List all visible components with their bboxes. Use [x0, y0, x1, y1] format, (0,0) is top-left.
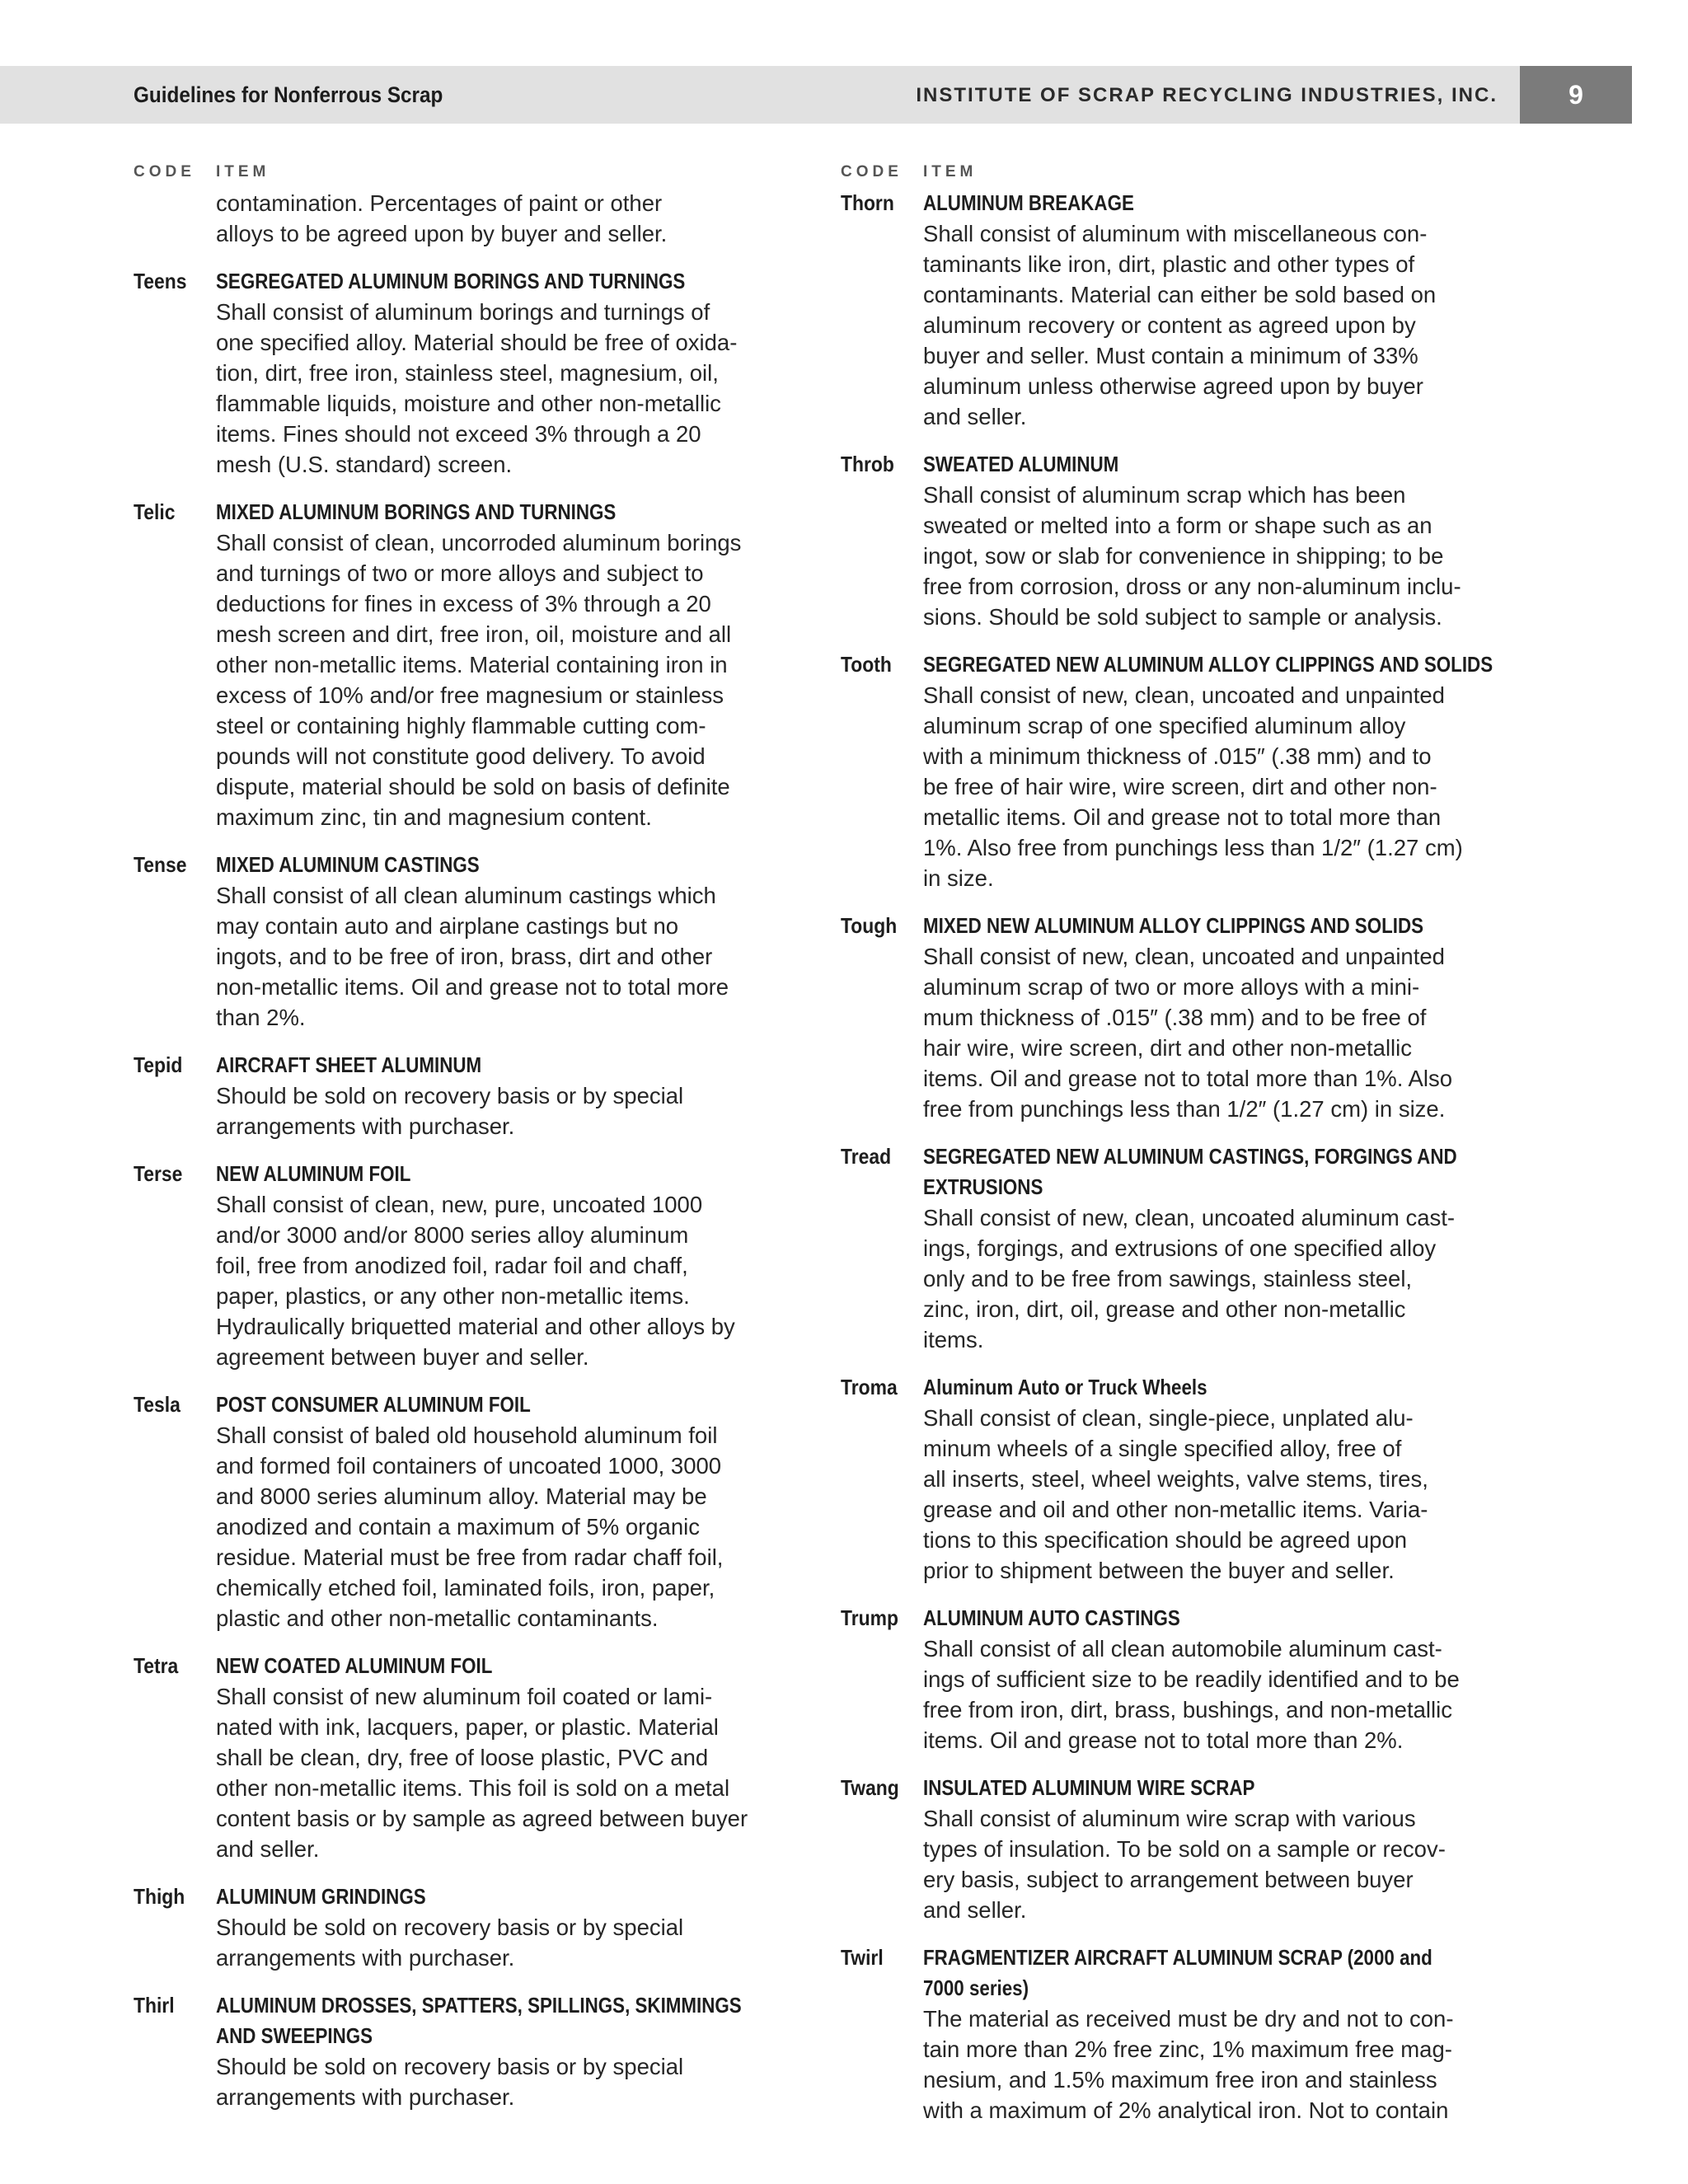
description-line: mesh (U.S. standard) screen. [216, 452, 513, 477]
item-description [923, 218, 1500, 432]
entry-body [216, 1050, 793, 1141]
code-word: Trump [841, 1605, 898, 1630]
entry-body [923, 188, 1500, 432]
description-line: in size. [923, 865, 994, 891]
description-line: anodized and contain a maximum of 5% organic [216, 1514, 701, 1540]
code-word: Tetra [134, 1653, 179, 1678]
entry-body [216, 266, 793, 480]
code-word: Twirl [841, 1945, 884, 1970]
description-line: with a minimum thickness of .015″ (.38 mm) and to [923, 743, 1432, 769]
description-line: ingot, sow or slab for convenience in shipping; to be [923, 543, 1444, 569]
description-line: ings of sufficient size to be readily identified and to be [923, 1666, 1460, 1692]
item-title-line: EXTRUSIONS [923, 1174, 1043, 1199]
item-title: POST CONSUMER ALUMINUM FOIL [216, 1392, 531, 1417]
description-line: and formed foil containers of uncoated 1000, 3000 [216, 1453, 722, 1479]
item-title-line: SEGREGATED NEW ALUMINUM CASTINGS, FORGINGS AND [923, 1144, 1457, 1169]
description-line: aluminum recovery or content as agreed upon by [923, 312, 1416, 338]
item-title: AIRCRAFT SHEET ALUMINUM [216, 1052, 482, 1077]
description-line: Shall consist of clean, single-piece, unplated alu- [923, 1405, 1414, 1431]
code-word: Thigh [134, 1884, 185, 1909]
item-description [923, 480, 1500, 632]
description-line: plastic and other non-metallic contaminants. [216, 1605, 659, 1631]
item-description [923, 941, 1500, 1124]
description-line: Shall consist of new, clean, uncoated and unpainted [923, 682, 1445, 708]
description-line: Shall consist of all clean aluminum castings which [216, 883, 716, 908]
scrap-entry [841, 1603, 1500, 1755]
description-line: free from iron, dirt, brass, bushings, and non-metallic [923, 1697, 1452, 1722]
description-line: paper, plastics, or any other non-metallic items. [216, 1283, 690, 1309]
item-title: MIXED ALUMINUM CASTINGS [216, 852, 480, 877]
description-line: prior to shipment between the buyer and seller. [923, 1558, 1395, 1583]
description-line: flammable liquids, moisture and other non-metallic [216, 391, 721, 416]
description-line: ings, forgings, and extrusions of one specified alloy [923, 1235, 1437, 1261]
description-line: Shall consist of aluminum borings and turnings of [216, 299, 710, 325]
description-line: one specified alloy. Material should be free of oxida- [216, 330, 738, 355]
code-word: Thorn [841, 190, 894, 215]
code-header: CODE [841, 163, 903, 180]
description-line: hair wire, wire screen, dirt and other non-metallic [923, 1035, 1413, 1061]
description-line: taminants like iron, dirt, plastic and other types of [923, 251, 1415, 277]
description-line: other non-metallic items. This foil is sold on a metal [216, 1775, 730, 1801]
item-title-line: AND SWEEPINGS [216, 2023, 373, 2048]
item-title: NEW ALUMINUM FOIL [216, 1161, 411, 1186]
description-line: maximum zinc, tin and magnesium content. [216, 804, 652, 830]
description-line: tain more than 2% free zinc, 1% maximum free mag- [923, 2036, 1452, 2062]
code-word: Twang [841, 1775, 899, 1800]
code-word: Tough [841, 913, 898, 938]
item-description [216, 297, 793, 480]
item-title: SEGREGATED NEW ALUMINUM ALLOY CLIPPINGS AND SOLIDS [923, 652, 1493, 677]
scrap-entry [134, 1159, 793, 1372]
item-description [216, 880, 793, 1033]
item-title: Aluminum Auto or Truck Wheels [923, 1375, 1207, 1399]
description-line: Shall consist of new, clean, uncoated and unpainted [923, 944, 1445, 969]
description-line: minum wheels of a single specified alloy, free of [923, 1436, 1402, 1461]
entry-body [923, 1943, 1500, 2125]
entry-body [923, 911, 1500, 1124]
description-line: aluminum scrap of two or more alloys with a mini- [923, 974, 1420, 1000]
description-line: aluminum unless otherwise agreed upon by buyer [923, 373, 1423, 399]
scrap-entry [134, 1990, 793, 2112]
description-line: mesh screen and dirt, free iron, oil, moisture and all [216, 621, 732, 647]
description-line: Shall consist of new, clean, uncoated aluminum cast- [923, 1205, 1456, 1230]
entry-body [923, 1603, 1500, 1755]
code-word: Tooth [841, 652, 892, 677]
item-description [923, 2004, 1500, 2125]
continued-description [216, 188, 793, 249]
description-line: ingots, and to be free of iron, brass, dirt and other [216, 944, 713, 969]
item-title [923, 1141, 1498, 1202]
left-entries [134, 266, 793, 2112]
description-line: Should be sold on recovery basis or by special [216, 1083, 684, 1108]
code-word: Tesla [134, 1392, 181, 1417]
description-line: and seller. [923, 1897, 1027, 1923]
item-title [216, 1990, 791, 2051]
scrap-entry [134, 1882, 793, 1973]
item-description [216, 1681, 793, 1864]
description-line: Shall consist of all clean automobile aluminum cast- [923, 1636, 1442, 1661]
description-line: nated with ink, lacquers, paper, or plastic. Material [216, 1714, 719, 1740]
item-description [216, 2051, 793, 2112]
scrap-entry [134, 850, 793, 1033]
item-title: INSULATED ALUMINUM WIRE SCRAP [923, 1775, 1255, 1800]
description-line: tions to this specification should be agreed upon [923, 1527, 1408, 1553]
description-line: grease and oil and other non-metallic items. Varia- [923, 1497, 1428, 1522]
entry-body [216, 1651, 793, 1864]
item-title-line: ALUMINUM DROSSES, SPATTERS, SPILLINGS, SKIMMINGS [216, 1993, 742, 2018]
scrap-entry [841, 188, 1500, 432]
code-word: Terse [134, 1161, 183, 1186]
description-line: may contain auto and airplane castings but no [216, 913, 679, 939]
item-description [923, 1202, 1500, 1355]
entry-body [216, 1990, 793, 2112]
description-line: contamination. Percentages of paint or other [216, 190, 663, 216]
entry-body [923, 1141, 1500, 1355]
item-header: ITEM [216, 163, 270, 180]
scrap-entry [841, 1773, 1500, 1925]
description-line: chemically etched foil, laminated foils, iron, paper, [216, 1575, 715, 1601]
description-line: content basis or by sample as agreed between buyer [216, 1806, 748, 1831]
scrap-entry [134, 1390, 793, 1633]
item-title: ALUMINUM AUTO CASTINGS [923, 1605, 1180, 1630]
description-line: arrangements with purchaser. [216, 1945, 515, 1971]
code-word: Telic [134, 499, 176, 524]
description-line: types of insulation. To be sold on a sample or recov- [923, 1836, 1446, 1862]
code-word: Tread [841, 1144, 892, 1169]
entry-body [216, 1159, 793, 1372]
description-line: with a maximum of 2% analytical iron. Not to contain [923, 2097, 1449, 2123]
right-entries [841, 188, 1500, 2125]
scrap-entry [841, 1141, 1500, 1355]
item-title: MIXED ALUMINUM BORINGS AND TURNINGS [216, 499, 617, 524]
scrap-entry [134, 497, 793, 832]
description-line: free from corrosion, dross or any non-aluminum inclu- [923, 574, 1461, 599]
scrap-entry [841, 449, 1500, 632]
entry-body [923, 649, 1500, 893]
description-line: dispute, material should be sold on basis of definite [216, 774, 730, 799]
description-line: than 2%. [216, 1005, 306, 1030]
scrap-entry [134, 266, 793, 480]
description-line: and seller. [923, 404, 1027, 429]
description-line: arrangements with purchaser. [216, 2084, 515, 2110]
item-description [923, 1633, 1500, 1755]
entry-body [923, 1372, 1500, 1586]
code-word: Teens [134, 269, 187, 293]
item-description [216, 1912, 793, 1973]
description-line: deductions for fines in excess of 3% through a 20 [216, 591, 711, 616]
description-line: Shall consist of aluminum scrap which has been [923, 482, 1406, 508]
description-line: The material as received must be dry and not to con- [923, 2006, 1454, 2032]
description-line: 1%. Also free from punchings less than 1/2″ (1.27 cm) [923, 835, 1463, 860]
description-line: sions. Should be sold subject to sample or analysis. [923, 604, 1442, 630]
code-word: Tense [134, 852, 187, 877]
description-line: Should be sold on recovery basis or by special [216, 2054, 684, 2079]
description-line: items. [923, 1327, 984, 1352]
description-line: aluminum scrap of one specified aluminum alloy [923, 713, 1406, 738]
description-line: nesium, and 1.5% maximum free iron and stainless [923, 2067, 1437, 2093]
column-header [841, 163, 1500, 188]
scrap-entry [841, 911, 1500, 1124]
description-line: items. Oil and grease not to total more than 2%. [923, 1727, 1404, 1753]
item-title: NEW COATED ALUMINUM FOIL [216, 1653, 493, 1678]
description-line: all inserts, steel, wheel weights, valve stems, tires, [923, 1466, 1428, 1492]
description-line: residue. Material must be free from radar chaff foil, [216, 1544, 724, 1570]
item-title: SWEATED ALUMINUM [923, 452, 1119, 476]
description-line: steel or containing highly flammable cutting com- [216, 713, 706, 738]
description-line: pounds will not constitute good delivery. To avoid [216, 743, 706, 769]
item-title [923, 1943, 1498, 2004]
description-line: arrangements with purchaser. [216, 1113, 515, 1139]
description-line: Shall consist of clean, uncorroded aluminum borings [216, 530, 742, 555]
description-line: excess of 10% and/or free magnesium or stainless [216, 682, 724, 708]
description-line: alloys to be agreed upon by buyer and seller. [216, 221, 668, 246]
item-title: SEGREGATED ALUMINUM BORINGS AND TURNINGS [216, 269, 686, 293]
description-line: and/or 3000 and/or 8000 series alloy aluminum [216, 1222, 689, 1248]
scrap-entry [134, 1050, 793, 1141]
scrap-entry [841, 1372, 1500, 1586]
right-column [841, 163, 1500, 2143]
description-line: Shall consist of baled old household aluminum foil [216, 1422, 718, 1448]
item-header: ITEM [923, 163, 978, 180]
column-header [134, 163, 793, 188]
item-description [216, 1189, 793, 1372]
scrap-entry [134, 1651, 793, 1864]
description-line: shall be clean, dry, free of loose plastic, PVC and [216, 1745, 709, 1770]
description-line: tion, dirt, free iron, stainless steel, magnesium, oil, [216, 360, 719, 386]
item-description [923, 1803, 1500, 1925]
description-line: other non-metallic items. Material containing iron in [216, 652, 728, 677]
entry-body [923, 1773, 1500, 1925]
description-line: only and to be free from sawings, stainless steel, [923, 1266, 1413, 1291]
code-word: Thirl [134, 1993, 175, 2018]
description-line: free from punchings less than 1/2″ (1.27 cm) in size. [923, 1096, 1446, 1122]
description-line: Shall consist of clean, new, pure, uncoated 1000 [216, 1192, 703, 1217]
description-line: and 8000 series aluminum alloy. Material may be [216, 1483, 707, 1509]
left-column [134, 163, 793, 2130]
publisher-name: INSTITUTE OF SCRAP RECYCLING INDUSTRIES, INC. [916, 84, 1498, 106]
description-line: sweated or melted into a form or shape such as an [923, 513, 1432, 538]
code-header: CODE [134, 163, 195, 180]
description-line: and seller. [216, 1836, 320, 1862]
description-line: Shall consist of new aluminum foil coated or lami- [216, 1684, 713, 1709]
entry-body [923, 449, 1500, 632]
item-title-line: 7000 series) [923, 1975, 1029, 2000]
description-line: be free of hair wire, wire screen, dirt and other non- [923, 774, 1437, 799]
item-description [923, 1403, 1500, 1586]
description-line: non-metallic items. Oil and grease not to total more [216, 974, 729, 1000]
entry-body [216, 497, 793, 832]
page-number [1520, 66, 1632, 124]
description-line: and turnings of two or more alloys and subject to [216, 560, 704, 586]
item-title: MIXED NEW ALUMINUM ALLOY CLIPPINGS AND SOLIDS [923, 913, 1424, 938]
item-title: ALUMINUM BREAKAGE [923, 190, 1134, 215]
description-line: foil, free from anodized foil, radar foil and chaff, [216, 1253, 688, 1278]
description-line: contaminants. Material can either be sold based on [923, 282, 1437, 307]
scrap-entry [841, 1943, 1500, 2125]
item-title: ALUMINUM GRINDINGS [216, 1884, 426, 1909]
entry-body [216, 850, 793, 1033]
code-word: Throb [841, 452, 894, 476]
document-title: Guidelines for Nonferrous Scrap [134, 82, 443, 107]
description-line: Hydraulically briquetted material and other alloys by [216, 1314, 735, 1339]
entry-body [216, 1882, 793, 1973]
description-line: Should be sold on recovery basis or by special [216, 1915, 684, 1940]
item-description [216, 1080, 793, 1141]
item-description [216, 1420, 793, 1633]
description-line: zinc, iron, dirt, oil, grease and other non-metallic [923, 1296, 1406, 1322]
item-title-line: FRAGMENTIZER AIRCRAFT ALUMINUM SCRAP (2000 and [923, 1945, 1432, 1970]
description-line: items. Oil and grease not to total more than 1%. Also [923, 1066, 1453, 1091]
entry-body [216, 1390, 793, 1633]
scrap-entry [841, 649, 1500, 893]
description-line: Shall consist of aluminum wire scrap with various [923, 1806, 1416, 1831]
description-line: metallic items. Oil and grease not to total more than [923, 804, 1442, 830]
description-line: ery basis, subject to arrangement between buyer [923, 1867, 1414, 1892]
description-line: agreement between buyer and seller. [216, 1344, 589, 1370]
continued-entry [134, 188, 793, 249]
item-description [216, 527, 793, 832]
description-line: Shall consist of aluminum with miscellaneous con- [923, 221, 1428, 246]
code-word: Tepid [134, 1052, 183, 1077]
description-line: buyer and seller. Must contain a minimum of 33% [923, 343, 1418, 368]
page-number-text: 9 [1568, 79, 1583, 110]
description-line: mum thickness of .015″ (.38 mm) and to be free of [923, 1005, 1427, 1030]
description-line: items. Fines should not exceed 3% through a 20 [216, 421, 701, 447]
code-word: Troma [841, 1375, 898, 1399]
item-description [923, 680, 1500, 893]
